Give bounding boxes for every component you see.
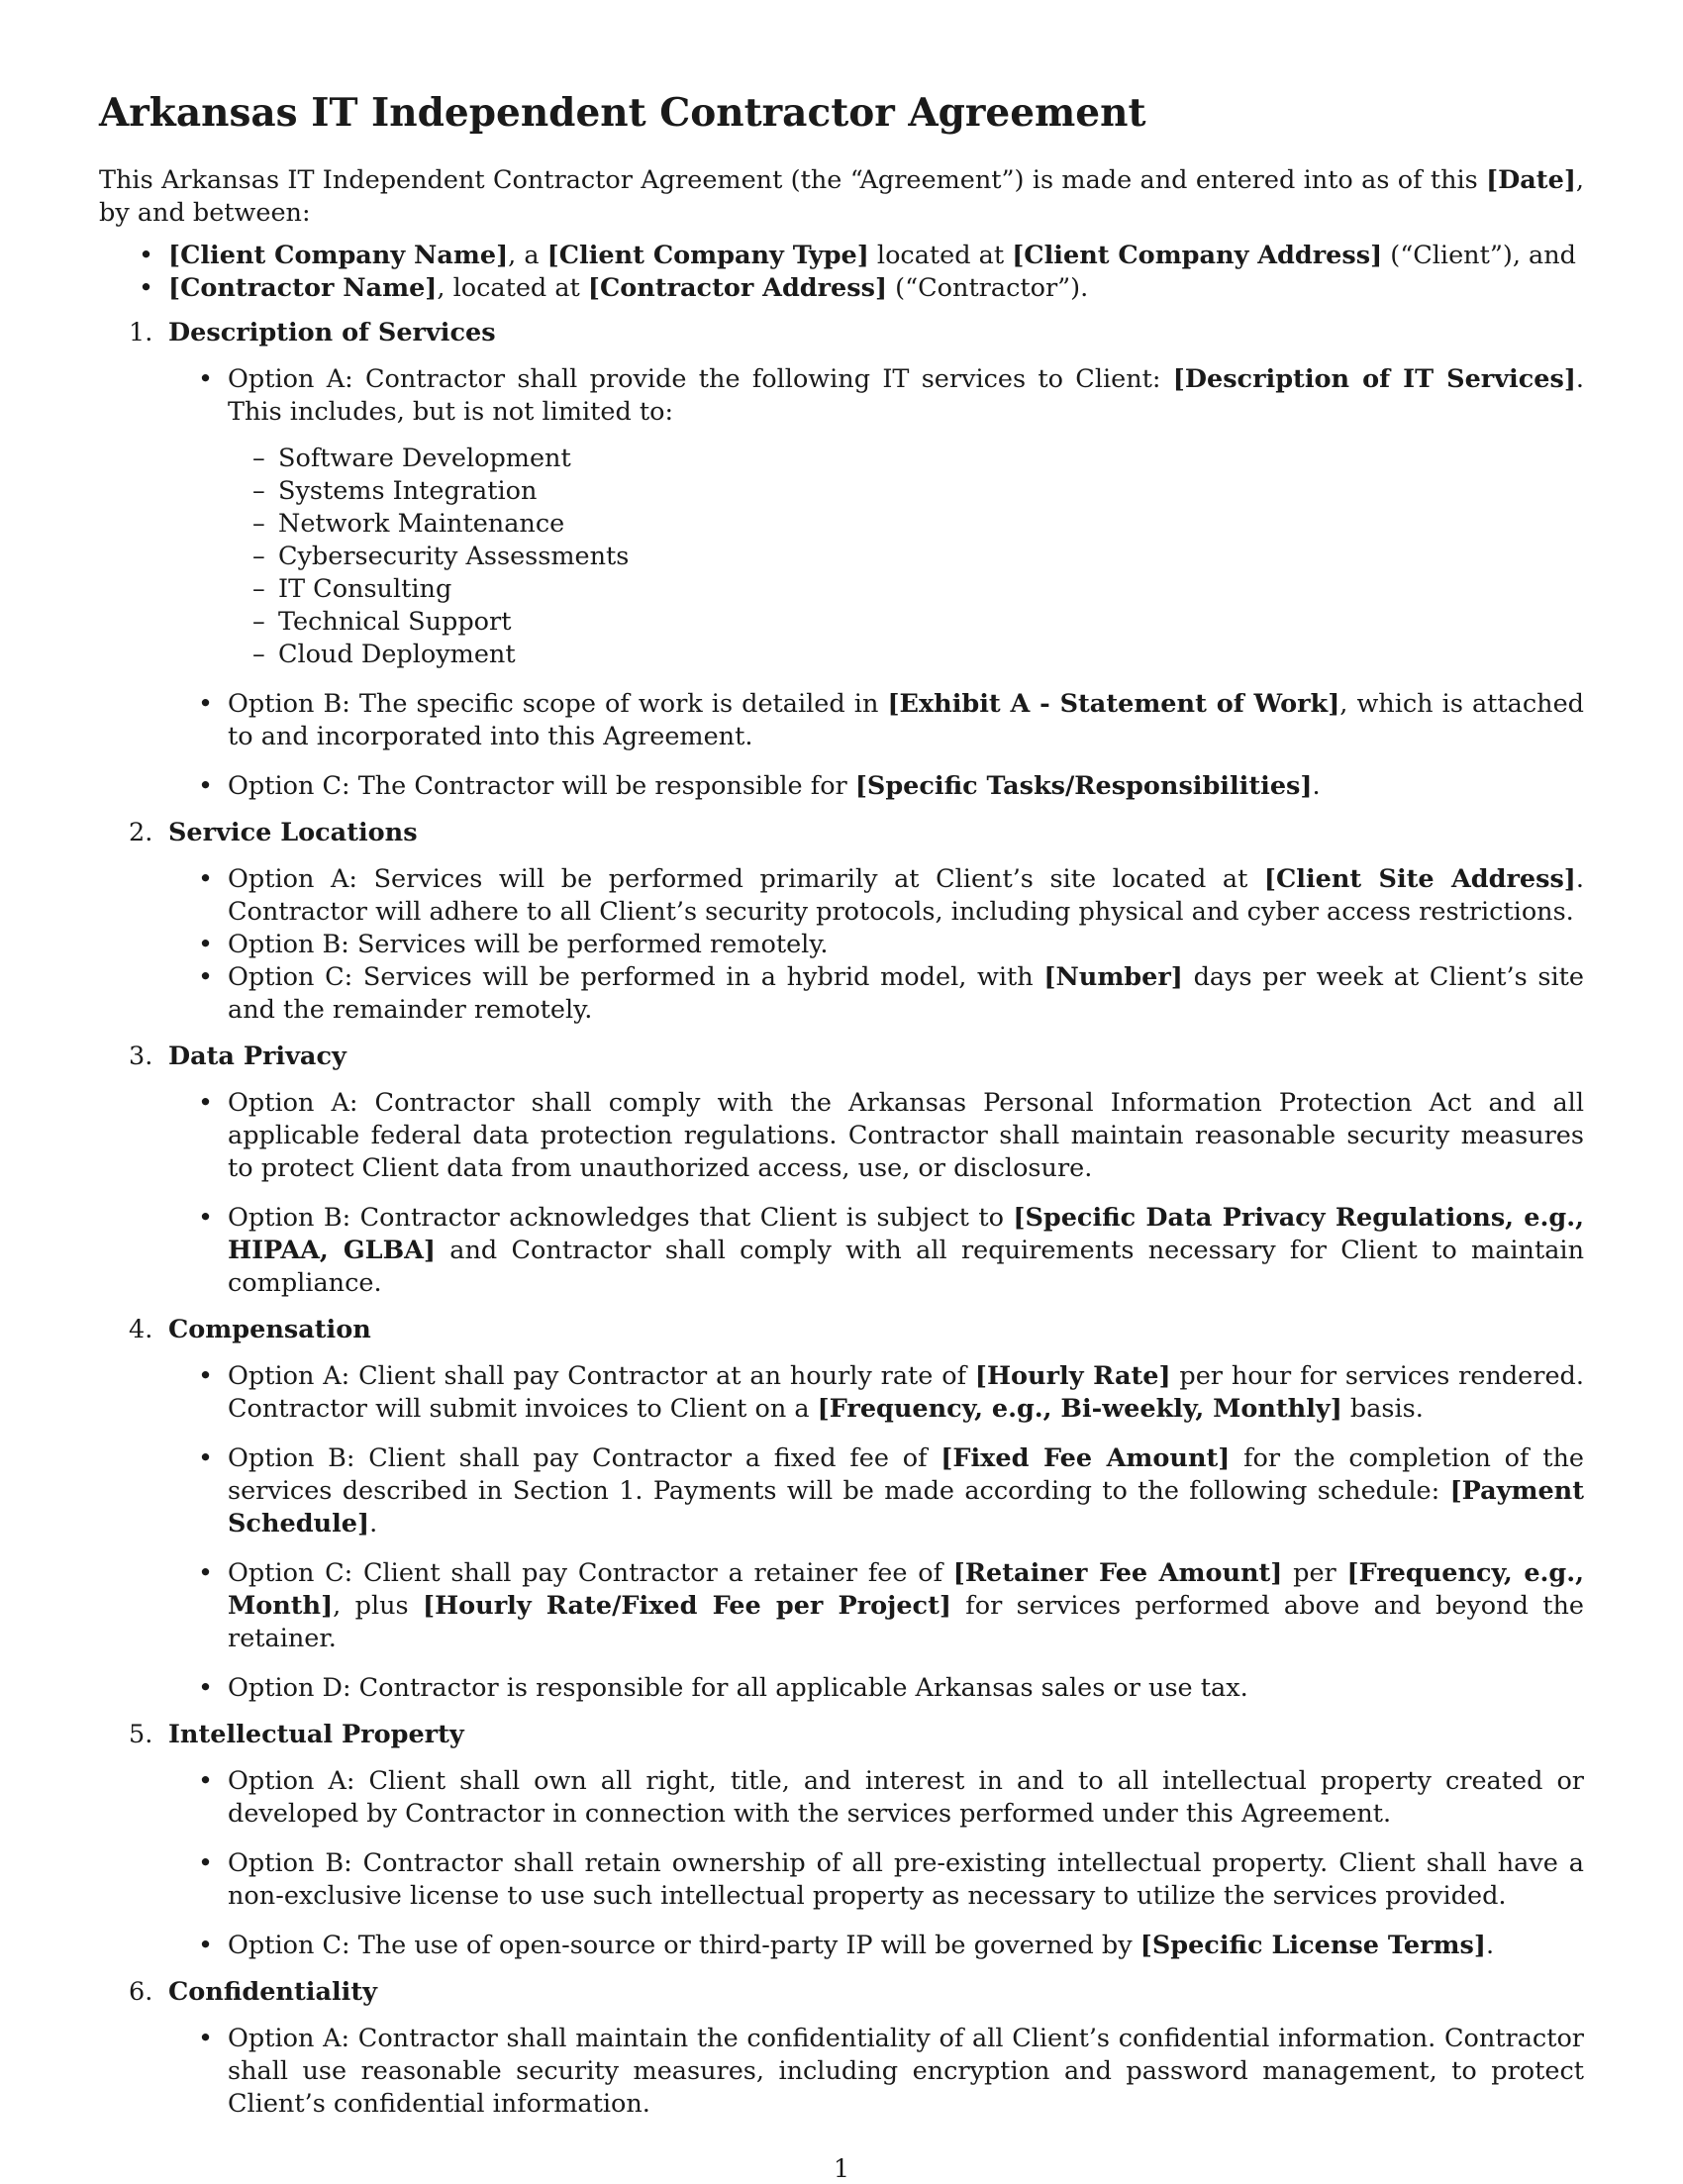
option-item [168,1360,1584,1426]
placeholder-field: [Client Site Address] [1263,864,1576,894]
option-text: Option C: The use of open-source or third-party IP will be governed by [228,1931,1140,1960]
option-text: . [1312,771,1321,801]
document-page [99,89,1584,2134]
option-text: Option A: Contractor shall comply with the Arkansas Personal Information Protection Act and all applicable federal data protection regulations. Contractor shall maintain reasonable security measures to protect Client data from unauthorized access, use, or disclosure. [228,1088,1584,1183]
section-description-of-services [99,317,1584,803]
option-text: Option A: Client shall own all right, title, and interest in and to all intellectual property created or developed by Contractor in connection with the services performed under this Agreement. [228,1766,1584,1829]
placeholder-field: [Frequency, e.g., Month] [228,1558,1585,1621]
party-text: (“Client”), and [1382,241,1576,270]
section-intellectual-property [99,1719,1584,1962]
sublist-item: – Technical Support [228,606,1584,639]
section-title: Service Locations [168,818,418,847]
contractor-address-placeholder: [Contractor Address] [587,273,888,303]
sublist-item: – Systems Integration [228,475,1584,508]
document-title: Arkansas IT Independent Contractor Agreement [99,90,1146,136]
party-client [99,240,1584,272]
section-number: 3. [129,1042,153,1071]
option-text: . Contractor will adhere to all Client’s security protocols, including physical and cyber access restrictions. [228,864,1584,927]
client-address-placeholder: [Client Company Address] [1012,241,1383,270]
option-text: Option B: Services will be performed remotely. [228,930,829,959]
placeholder-field: [Exhibit A - Statement of Work] [887,689,1340,719]
placeholder-field: [Specific Data Privacy Regulations, e.g., HIPAA, GLBA] [228,1203,1584,1265]
section-number: 1. [129,318,153,347]
client-type-placeholder: [Client Company Type] [546,241,869,270]
option-text: . [1485,1931,1495,1960]
placeholder-field: [Specific Tasks/Responsibilities] [854,771,1313,801]
option-item [168,1930,1584,1962]
option-text: Option B: The specific scope of work is detailed in [228,689,888,719]
option-text: for the completion of the services described in Section 1. Payments will be made according to the following schedule: [228,1443,1584,1506]
option-list [168,2023,1584,2121]
option-list [168,1360,1584,1705]
section-number: 4. [129,1315,153,1344]
option-text: Option A: Contractor shall maintain the confidentiality of all Client’s confidential information. Contractor shall use reasonable security measures, including encryption and password management, to protect Client’s confidential information. [228,2024,1584,2119]
option-item [168,1672,1584,1705]
option-text: , which is attached to and incorporated into this Agreement. [228,689,1584,751]
option-text: , plus [333,1591,423,1621]
option-item [168,1442,1584,1540]
placeholder-field: [Hourly Rate] [974,1361,1171,1391]
option-item [168,770,1584,803]
option-text: Option B: Client shall pay Contractor a fixed fee of [228,1443,941,1473]
section-title: Compensation [168,1315,371,1344]
option-item [168,2023,1584,2121]
section-title: Description of Services [168,318,496,347]
option-text: Option C: Services will be performed in a hybrid model, with [228,962,1044,992]
option-text: Option B: Contractor acknowledges that Client is subject to [228,1203,1014,1233]
section-title: Intellectual Property [168,1720,464,1749]
option-text: . [369,1509,378,1539]
option-item [168,1847,1584,1913]
sublist-item: – Cybersecurity Assessments [228,541,1584,573]
placeholder-field: [Number] [1043,962,1183,992]
placeholder-field: [Payment Schedule] [228,1476,1584,1539]
option-text: Option A: Services will be performed primarily at Client’s site located at [228,864,1264,894]
option-text: Option B: Contractor shall retain ownership of all pre-existing intellectual property. Client shall have a non-exclusive license to use such intellectual property as necessary to utilize the services provided. [228,1848,1584,1911]
option-item [168,1087,1584,1185]
party-contractor [99,272,1584,305]
section-data-privacy [99,1041,1584,1300]
sections-list [99,317,1584,2121]
option-item [168,863,1584,929]
option-text: per [1282,1558,1347,1588]
option-item [168,1765,1584,1831]
placeholder-field: [Hourly Rate/Fixed Fee per Project] [423,1591,951,1621]
option-item [168,929,1584,961]
placeholder-field: [Frequency, e.g., Bi-weekly, Monthly] [817,1394,1342,1424]
section-service-locations [99,817,1584,1027]
option-list [168,863,1584,1027]
party-text: (“Contractor”). [887,273,1089,303]
client-name-placeholder: [Client Company Name] [168,241,509,270]
option-item [168,363,1584,671]
option-item [168,1557,1584,1655]
option-list [168,1087,1584,1300]
party-text: located at [868,241,1013,270]
option-text: Option C: The Contractor will be responsible for [228,771,855,801]
option-item [168,961,1584,1027]
placeholder-field: [Specific License Terms] [1139,1931,1486,1960]
option-item [168,688,1584,753]
contractor-name-placeholder: [Contractor Name] [168,273,438,303]
intro-text-start: This Arkansas IT Independent Contractor Agreement (the “Agreement”) is made and entered into as of this [99,165,1487,195]
section-number: 6. [129,1977,153,2007]
option-text: for services performed above and beyond the retainer. [228,1591,1585,1653]
option-text: . This includes, but is not limited to: [228,364,1585,427]
date-placeholder: [Date] [1486,165,1576,195]
option-list [168,1765,1584,1962]
option-text: Option A: Contractor shall provide the following IT services to Client: [228,364,1173,394]
section-number: 5. [129,1720,153,1749]
page-number: 1 [833,2154,850,2184]
option-text: basis. [1341,1394,1424,1424]
intro-paragraph [99,164,1584,230]
section-title: Data Privacy [168,1042,346,1071]
section-confidentiality [99,1976,1584,2121]
option-text: Option A: Client shall pay Contractor at an hourly rate of [228,1361,975,1391]
option-text: Option C: Client shall pay Contractor a retainer fee of [228,1558,953,1588]
sublist-item: – Cloud Deployment [228,639,1584,671]
parties-list [99,240,1584,305]
option-text: Option D: Contractor is responsible for all applicable Arkansas sales or use tax. [228,1673,1248,1703]
option-text: per hour for services rendered. Contractor will submit invoices to Client on a [228,1361,1584,1424]
services-sublist [228,443,1584,671]
sublist-item: – IT Consulting [228,573,1584,606]
placeholder-field: [Fixed Fee Amount] [940,1443,1231,1473]
section-compensation [99,1314,1584,1705]
option-list [168,363,1584,803]
party-text: , a [508,241,547,270]
placeholder-field: [Description of IT Services] [1172,364,1576,394]
section-number: 2. [129,818,153,847]
party-text: , located at [437,273,588,303]
section-title: Confidentiality [168,1977,377,2007]
placeholder-field: [Retainer Fee Amount] [952,1558,1283,1588]
option-item [168,1202,1584,1300]
option-text: and Contractor shall comply with all requirements necessary for Client to maintain compliance. [228,1236,1584,1298]
intro-text-end: , by and between: [99,165,1584,228]
sublist-item: – Software Development [228,443,1584,475]
sublist-item: – Network Maintenance [228,508,1584,541]
option-text: days per week at Client’s site and the remainder remotely. [228,962,1584,1025]
